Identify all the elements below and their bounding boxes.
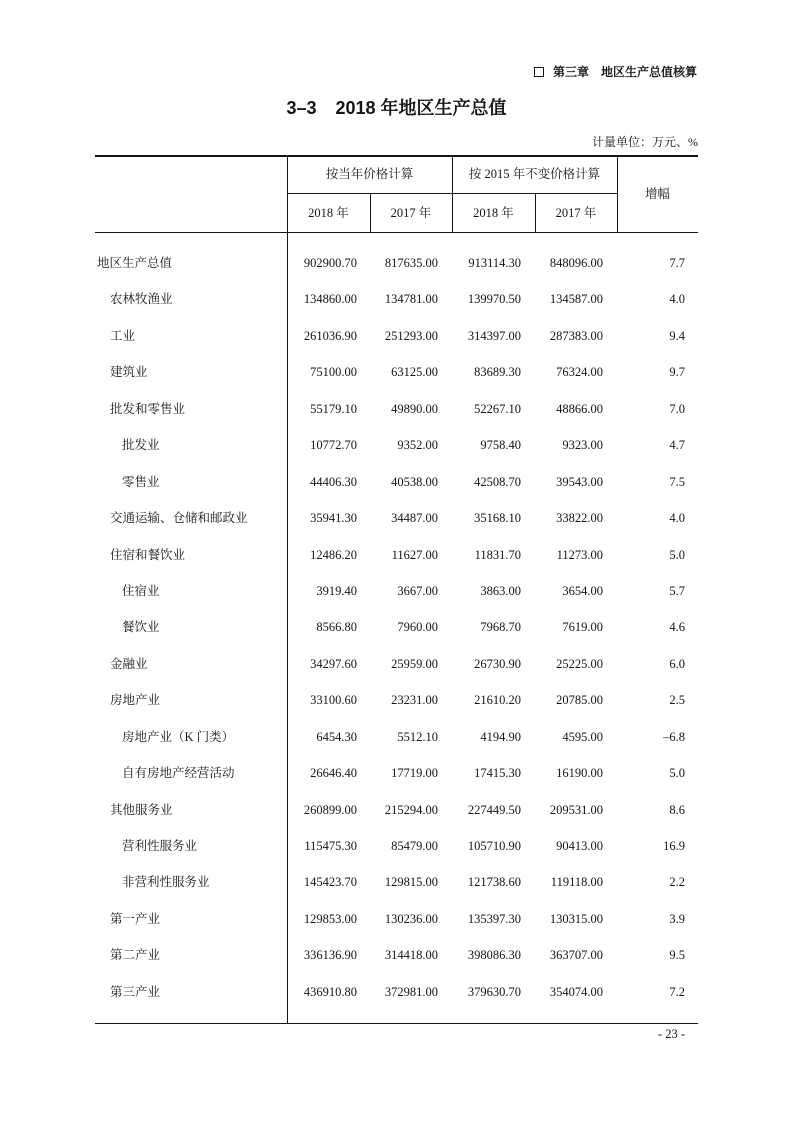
value-constant-2017: 354074.00 bbox=[549, 984, 603, 999]
value-current-2018: 261036.90 bbox=[303, 328, 357, 343]
row-label: 住宿和餐饮业 bbox=[110, 547, 186, 562]
value-constant-2018: 105710.90 bbox=[467, 839, 521, 853]
value-current-2018: 3919.40 bbox=[316, 583, 357, 598]
table-row bbox=[95, 573, 698, 609]
value-constant-2017: 48866.00 bbox=[556, 401, 603, 416]
value-growth: 9.5 bbox=[669, 948, 685, 963]
value-current-2018: 145423.70 bbox=[303, 875, 357, 890]
value-current-2017: 85479.00 bbox=[391, 839, 438, 853]
row-label: 第三产业 bbox=[110, 984, 161, 999]
table-row bbox=[95, 937, 698, 973]
header-constant-prices: 按 2015 年不变价格计算 bbox=[468, 167, 601, 181]
value-constant-2017: 7619.00 bbox=[562, 620, 603, 635]
row-label: 建筑业 bbox=[110, 365, 148, 380]
page-number: - 23 - bbox=[657, 1027, 685, 1041]
value-constant-2017: 848096.00 bbox=[549, 256, 603, 270]
row-label: 工业 bbox=[110, 328, 136, 343]
header-current-prices: 按当年价格计算 bbox=[325, 167, 414, 181]
row-label: 交通运输、仓储和邮政业 bbox=[110, 511, 248, 526]
value-current-2017: 251293.00 bbox=[384, 328, 438, 343]
value-constant-2017: 90413.00 bbox=[556, 839, 603, 853]
row-label: 零售业 bbox=[122, 474, 160, 489]
value-current-2018: 115475.30 bbox=[304, 839, 357, 853]
value-current-2018: 26646.40 bbox=[310, 766, 357, 781]
table-row bbox=[95, 609, 698, 645]
value-current-2018: 260899.00 bbox=[303, 802, 357, 817]
value-constant-2018: 26730.90 bbox=[474, 656, 521, 671]
table-row bbox=[95, 318, 698, 354]
value-constant-2018: 7968.70 bbox=[480, 620, 521, 635]
value-growth: 9.7 bbox=[669, 365, 685, 380]
value-constant-2017: 20785.00 bbox=[556, 693, 603, 708]
value-current-2017: 215294.00 bbox=[384, 802, 438, 817]
table-row bbox=[95, 537, 698, 573]
value-constant-2018: 35168.10 bbox=[474, 511, 521, 526]
header-year: 2017 年 bbox=[555, 205, 597, 220]
value-current-2017: 40538.00 bbox=[391, 474, 438, 489]
value-constant-2017: 16190.00 bbox=[556, 766, 603, 781]
value-constant-2017: 4595.00 bbox=[562, 729, 603, 744]
value-growth: 5.0 bbox=[669, 766, 685, 781]
row-label: 地区生产总值 bbox=[97, 256, 173, 270]
value-current-2018: 12486.20 bbox=[310, 547, 357, 562]
value-constant-2017: 119118.00 bbox=[550, 875, 603, 890]
running-header bbox=[534, 64, 697, 80]
row-label: 餐饮业 bbox=[122, 620, 160, 635]
table-row bbox=[95, 719, 698, 755]
header-year: 2018 年 bbox=[473, 205, 514, 220]
value-constant-2018: 52267.10 bbox=[474, 401, 521, 416]
value-current-2017: 23231.00 bbox=[391, 693, 438, 708]
table-row bbox=[95, 828, 698, 864]
value-current-2017: 5512.10 bbox=[397, 729, 438, 744]
table-row bbox=[95, 792, 698, 828]
table-row bbox=[95, 755, 698, 791]
value-current-2017: 49890.00 bbox=[391, 401, 438, 416]
row-label: 金融业 bbox=[110, 656, 148, 671]
value-constant-2018: 11831.70 bbox=[474, 547, 521, 562]
value-growth: 4.6 bbox=[669, 620, 685, 635]
value-growth: 4.0 bbox=[669, 511, 685, 526]
value-constant-2017: 33822.00 bbox=[556, 511, 603, 526]
table-row bbox=[95, 864, 698, 900]
value-current-2018: 44406.30 bbox=[310, 474, 357, 489]
chapter-number: 第三章 bbox=[552, 65, 589, 79]
table-row bbox=[95, 974, 698, 1010]
chapter-title: 地区生产总值核算 bbox=[600, 65, 697, 79]
value-constant-2018: 83689.30 bbox=[474, 365, 521, 380]
table-row bbox=[95, 281, 698, 317]
value-current-2018: 129853.00 bbox=[303, 911, 357, 926]
value-current-2017: 11627.00 bbox=[391, 547, 438, 562]
header-year: 2017 年 bbox=[390, 205, 432, 220]
value-current-2017: 7960.00 bbox=[397, 620, 438, 635]
value-current-2018: 6454.30 bbox=[316, 729, 357, 744]
value-current-2017: 134781.00 bbox=[384, 292, 438, 307]
value-constant-2017: 9323.00 bbox=[562, 438, 603, 453]
header-growth: 增幅 bbox=[644, 186, 670, 201]
page-title bbox=[0, 97, 793, 119]
table-bottom-rule bbox=[95, 1023, 698, 1025]
value-growth: 4.7 bbox=[669, 438, 685, 453]
value-constant-2017: 134587.00 bbox=[549, 292, 603, 307]
value-constant-2018: 379630.70 bbox=[467, 984, 521, 999]
value-current-2017: 130236.00 bbox=[384, 911, 438, 926]
row-label: 住宿业 bbox=[122, 583, 160, 598]
value-constant-2018: 121738.60 bbox=[467, 875, 521, 890]
value-growth: 7.7 bbox=[669, 256, 685, 270]
table-row bbox=[95, 682, 698, 718]
value-current-2017: 25959.00 bbox=[391, 656, 438, 671]
value-constant-2017: 130315.00 bbox=[549, 911, 603, 926]
value-current-2018: 336136.90 bbox=[303, 948, 357, 963]
value-constant-2018: 21610.20 bbox=[474, 693, 521, 708]
table-title: 2018 年地区生产总值 bbox=[335, 98, 507, 118]
table-row bbox=[95, 646, 698, 682]
row-label: 自有房地产经营活动 bbox=[122, 766, 235, 781]
table-row bbox=[95, 464, 698, 500]
table-row bbox=[95, 245, 698, 281]
value-growth: 5.0 bbox=[669, 547, 685, 562]
square-outline-icon bbox=[534, 67, 544, 77]
value-constant-2017: 11273.00 bbox=[556, 547, 603, 562]
table-number: 3–3 bbox=[286, 98, 317, 118]
value-growth: 7.2 bbox=[669, 984, 685, 999]
table-row bbox=[95, 500, 698, 536]
value-current-2018: 436910.80 bbox=[303, 984, 357, 999]
value-current-2018: 33100.60 bbox=[310, 693, 357, 708]
value-current-2018: 75100.00 bbox=[310, 365, 357, 380]
value-current-2017: 314418.00 bbox=[384, 948, 438, 963]
value-constant-2017: 363707.00 bbox=[549, 948, 603, 963]
value-constant-2018: 42508.70 bbox=[474, 474, 521, 489]
value-growth: 6.0 bbox=[669, 656, 685, 671]
value-constant-2017: 39543.00 bbox=[556, 474, 603, 489]
value-current-2017: 3667.00 bbox=[397, 583, 438, 598]
value-current-2018: 35941.30 bbox=[310, 511, 357, 526]
row-label: 房地产业 bbox=[110, 693, 161, 708]
row-label: 房地产业（K 门类） bbox=[122, 729, 235, 744]
row-label: 第二产业 bbox=[110, 948, 161, 963]
value-constant-2018: 3863.00 bbox=[480, 583, 521, 598]
value-current-2017: 129815.00 bbox=[384, 875, 438, 890]
value-current-2018: 902900.70 bbox=[303, 256, 357, 270]
value-constant-2018: 17415.30 bbox=[474, 766, 521, 781]
value-constant-2018: 9758.40 bbox=[480, 438, 521, 453]
row-label: 农林牧渔业 bbox=[110, 292, 173, 307]
row-label: 批发业 bbox=[122, 438, 160, 453]
value-current-2018: 34297.60 bbox=[310, 656, 357, 671]
value-growth: 2.5 bbox=[669, 693, 685, 708]
value-growth: –6.8 bbox=[663, 729, 685, 744]
header-year: 2018 年 bbox=[308, 205, 349, 220]
value-growth: 3.9 bbox=[669, 911, 685, 926]
value-constant-2017: 76324.00 bbox=[556, 365, 603, 380]
value-growth: 9.4 bbox=[669, 328, 685, 343]
table-body bbox=[95, 245, 698, 1010]
row-label: 其他服务业 bbox=[110, 802, 173, 817]
value-constant-2018: 227449.50 bbox=[467, 802, 521, 817]
value-constant-2018: 398086.30 bbox=[467, 948, 521, 963]
value-growth: 7.5 bbox=[669, 474, 685, 489]
value-constant-2018: 139970.50 bbox=[467, 292, 521, 307]
value-current-2018: 134860.00 bbox=[303, 292, 357, 307]
value-current-2017: 817635.00 bbox=[384, 256, 438, 270]
table-row bbox=[95, 391, 698, 427]
table-row bbox=[95, 354, 698, 390]
value-current-2018: 8566.80 bbox=[316, 620, 357, 635]
value-growth: 8.6 bbox=[669, 802, 685, 817]
value-constant-2018: 135397.30 bbox=[467, 911, 521, 926]
unit-note: 计量单位：万元、% bbox=[592, 135, 698, 149]
table-row bbox=[95, 901, 698, 937]
value-current-2017: 34487.00 bbox=[391, 511, 438, 526]
row-label: 第一产业 bbox=[110, 911, 161, 926]
value-growth: 16.9 bbox=[663, 839, 685, 853]
value-current-2017: 63125.00 bbox=[391, 365, 438, 380]
row-label: 营利性服务业 bbox=[122, 839, 198, 853]
value-growth: 4.0 bbox=[669, 292, 685, 307]
value-growth: 5.7 bbox=[669, 583, 685, 598]
value-growth: 2.2 bbox=[669, 875, 685, 890]
value-constant-2017: 3654.00 bbox=[562, 583, 603, 598]
value-constant-2017: 287383.00 bbox=[549, 328, 603, 343]
data-table bbox=[95, 155, 698, 1024]
value-growth: 7.0 bbox=[669, 401, 685, 416]
row-label: 非营利性服务业 bbox=[122, 875, 210, 890]
value-constant-2018: 314397.00 bbox=[467, 328, 521, 343]
value-current-2018: 10772.70 bbox=[310, 438, 357, 453]
value-constant-2017: 209531.00 bbox=[549, 802, 603, 817]
header-bottom-rule bbox=[95, 232, 698, 233]
value-constant-2018: 4194.90 bbox=[480, 729, 521, 744]
value-current-2017: 9352.00 bbox=[397, 438, 438, 453]
value-current-2018: 55179.10 bbox=[310, 401, 357, 416]
value-constant-2017: 25225.00 bbox=[556, 656, 603, 671]
table-row bbox=[95, 427, 698, 463]
value-constant-2018: 913114.30 bbox=[468, 256, 521, 270]
value-current-2017: 17719.00 bbox=[391, 766, 438, 781]
row-label: 批发和零售业 bbox=[110, 401, 186, 416]
value-current-2017: 372981.00 bbox=[384, 984, 438, 999]
